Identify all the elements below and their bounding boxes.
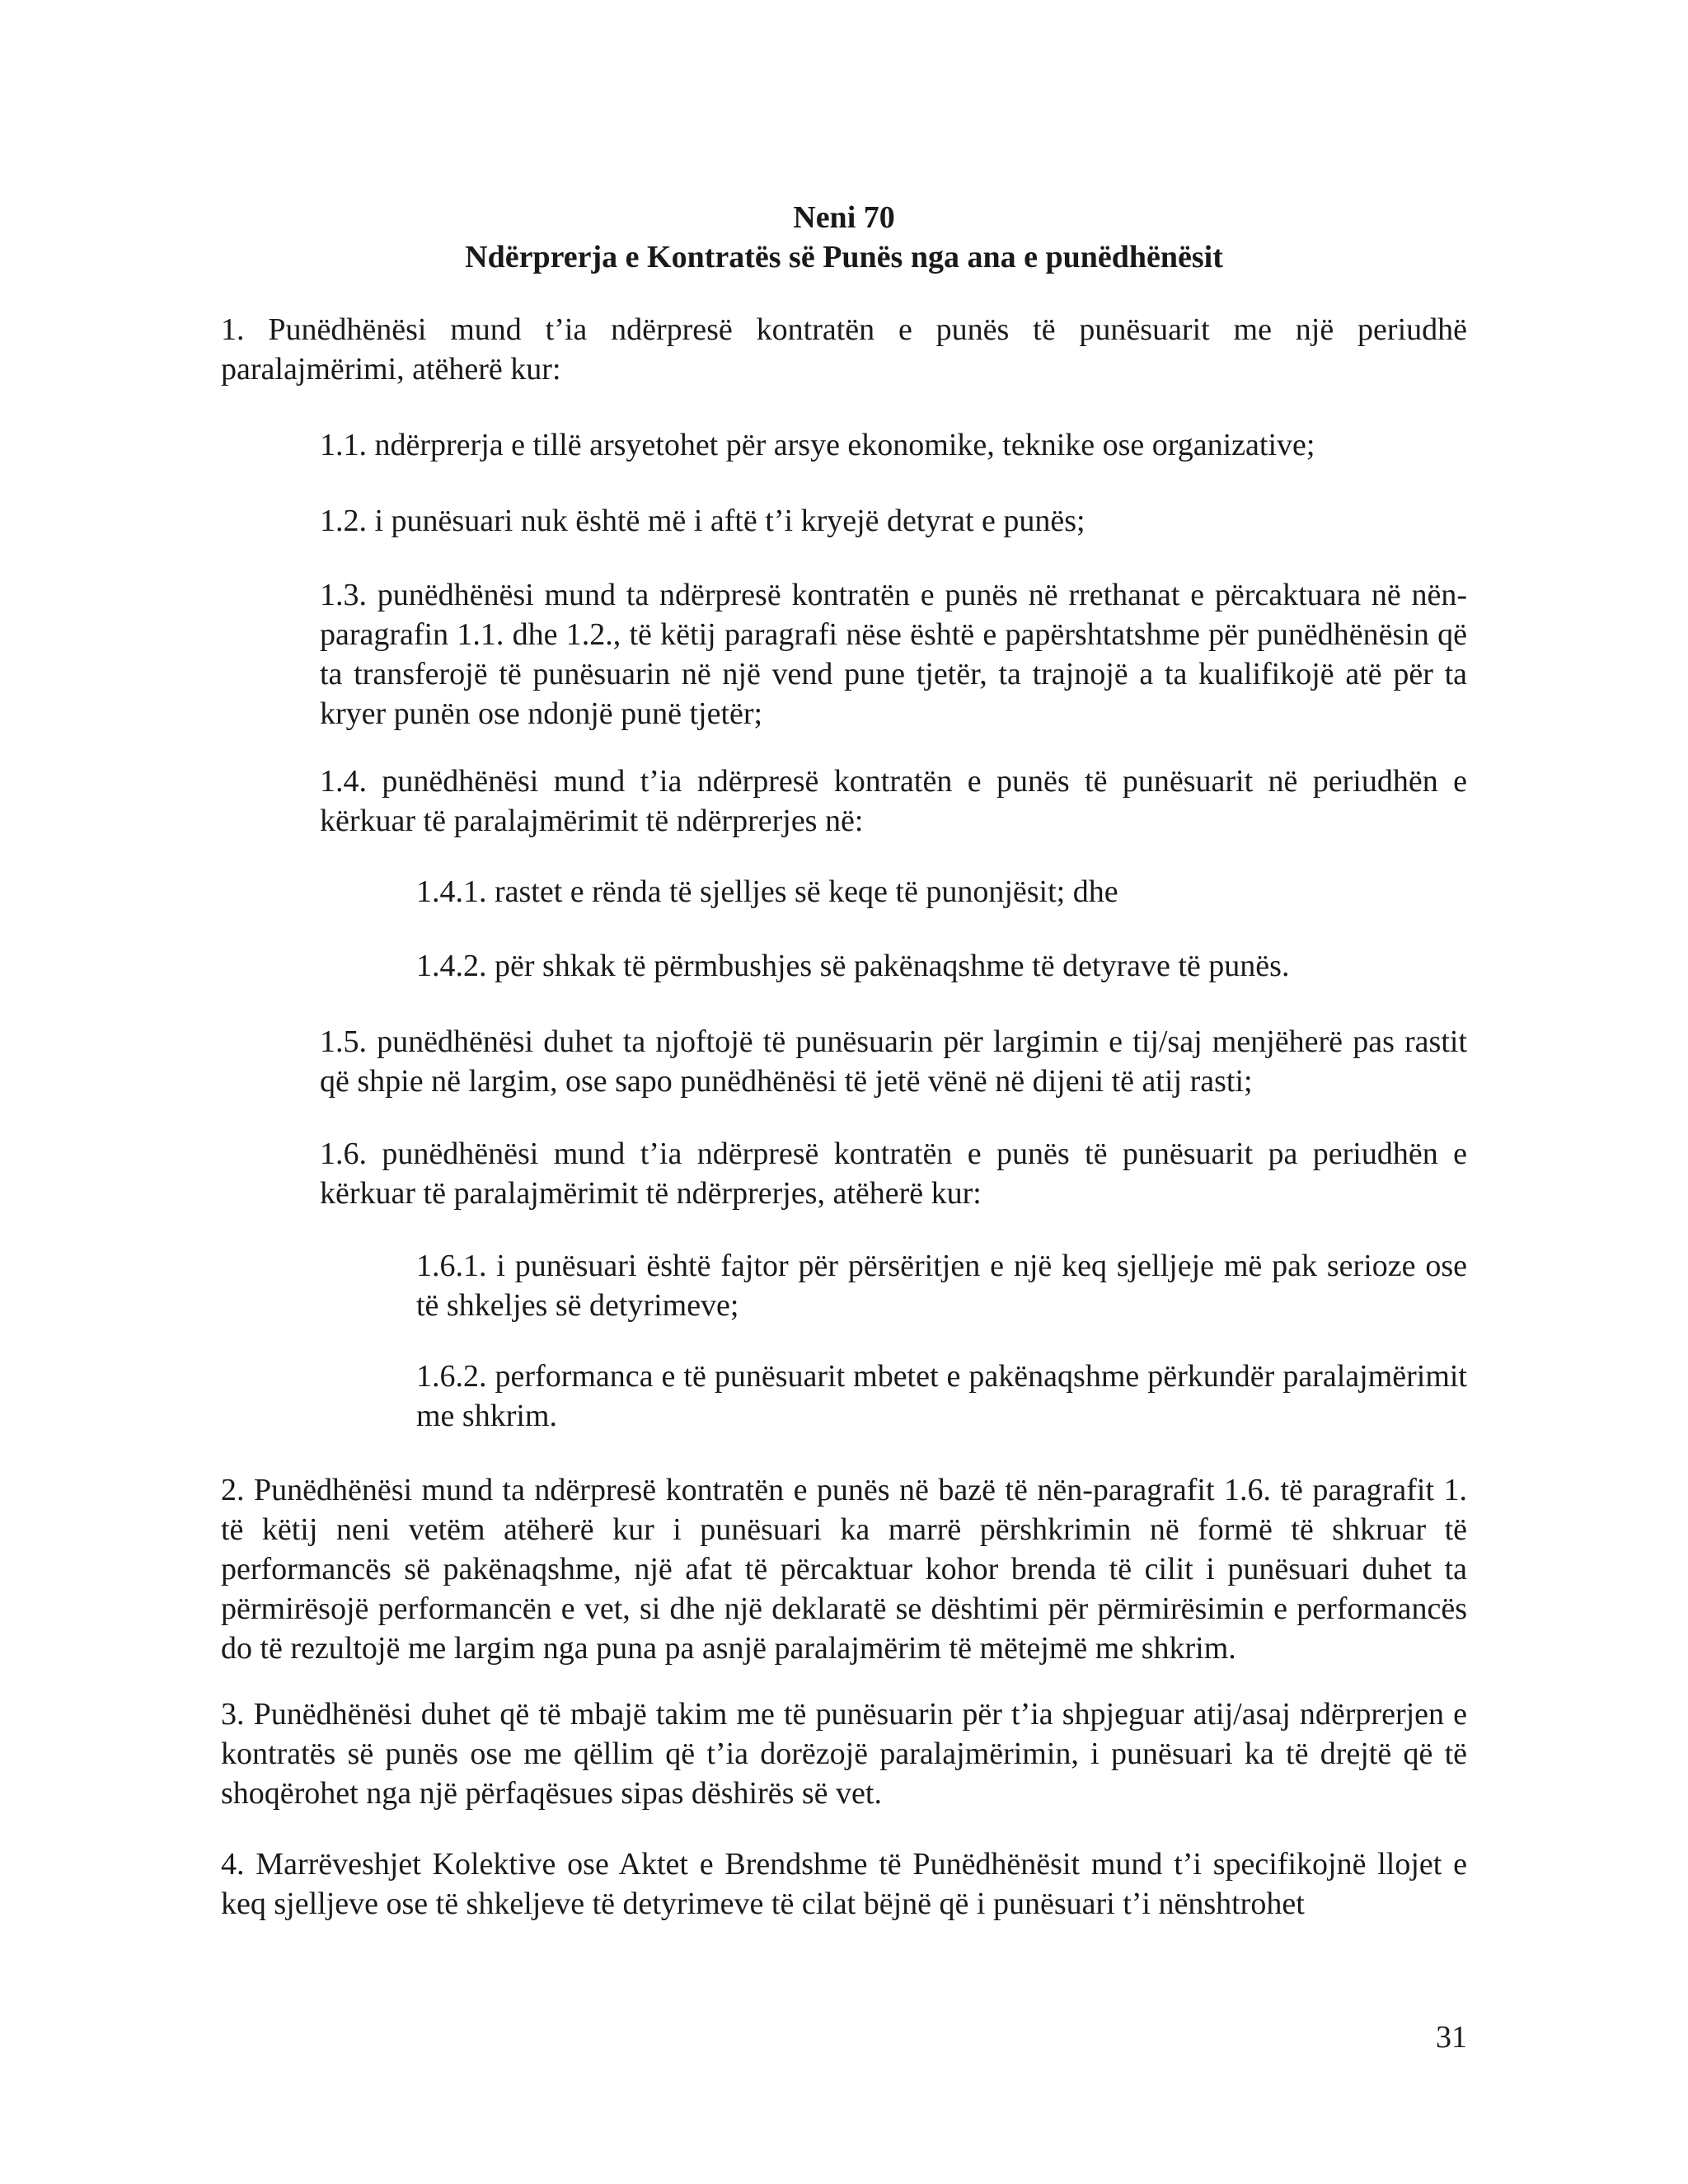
paragraph-4: 4. Marrëveshjet Kolektive ose Aktet e Brendshme të Punëdhënësit mund t’i specifikojnë llojet e keq sjelljeve ose të shkeljeve të detyrimeve të cilat bëjnë që i punësuari t’i nënshtrohet: [221, 1847, 1467, 1921]
paragraph-1-1: 1.1. ndërprerja e tillë arsyetohet për arsye ekonomike, teknike ose organizative;: [320, 428, 1315, 462]
paragraph-1-2: 1.2. i punësuari nuk është më i aftë t’i kryejë detyrat e punës;: [320, 504, 1085, 538]
paragraph-3: 3. Punëdhënësi duhet që të mbajë takim me të punësuarin për t’ia shpjeguar atij/asaj ndërprerjen e kontratës së punës ose me qëllim që t’ia dorëzojë paralajmërimin, i punësuari ka të drejtë që të shoqërohet nga një përfaqësues sipas dëshirës së vet.: [221, 1697, 1467, 1811]
paragraph-1-3: 1.3. punëdhënësi mund ta ndërpresë kontratën e punës në rrethanat e përcaktuara në nën-paragrafin 1.1. dhe 1.2., të këtij paragrafi nëse është e papërshtatshme për punëdhënësin që ta transferojë të punësuarin në një vend pune tjetër, ta trajnojë a ta kualifikojë atë për ta kryer punën ose ndonjë punë tjetër;: [320, 578, 1467, 731]
paragraph-1-5: 1.5. punëdhënësi duhet ta njoftojë të punësuarin për largimin e tij/saj menjëherë pas rastit që shpie në largim, ose sapo punëdhënësi të jetë vënë në dijeni të atij rasti;: [320, 1024, 1467, 1099]
paragraph-1-4-2: 1.4.2. për shkak të përmbushjes së pakënaqshme të detyrave të punës.: [416, 949, 1290, 983]
paragraph-1: 1. Punëdhënësi mund t’ia ndërpresë kontratën e punës të punësuarit me një periudhë paralajmërimi, atëherë kur:: [221, 312, 1467, 387]
article-number: Neni 70: [793, 200, 895, 235]
paragraph-1-4-1: 1.4.1. rastet e rënda të sjelljes së keqe të punonjësit; dhe: [416, 874, 1118, 909]
paragraph-1-6-2: 1.6.2. performanca e të punësuarit mbetet e pakënaqshme përkundër paralajmërimit me shkrim.: [416, 1359, 1467, 1433]
paragraph-2: 2. Punëdhënësi mund ta ndërpresë kontratën e punës në bazë të nën-paragrafit 1.6. të paragrafit 1. të këtij neni vetëm atëherë kur i punësuari ka marrë përshkrimin në formë të shkruar të performancës së pakënaqshme, një afat të përcaktuar kohor brenda të cilit i punësuari duhet ta përmirësojë performancën e vet, si dhe një deklaratë se dështimi për përmirësimin e performancës do të rezultojë me largim nga puna pa asnjë paralajmërim të mëtejmë me shkrim.: [221, 1473, 1467, 1666]
paragraph-1-6-1: 1.6.1. i punësuari është fajtor për përsëritjen e një keq sjelljeje më pak serioze ose të shkeljes së detyrimeve;: [416, 1249, 1467, 1323]
article-title: Ndërprerja e Kontratës së Punës nga ana e punëdhënësit: [465, 240, 1223, 274]
paragraph-1-6: 1.6. punëdhënësi mund t’ia ndërpresë kontratën e punës të punësuarit pa periudhën e kërkuar të paralajmërimit të ndërprerjes, atëherë kur:: [320, 1137, 1467, 1211]
paragraph-1-4: 1.4. punëdhënësi mund t’ia ndërpresë kontratën e punës të punësuarit në periudhën e kërkuar të paralajmërimit të ndërprerjes në:: [320, 764, 1467, 838]
page-number: 31: [1436, 2020, 1467, 2055]
